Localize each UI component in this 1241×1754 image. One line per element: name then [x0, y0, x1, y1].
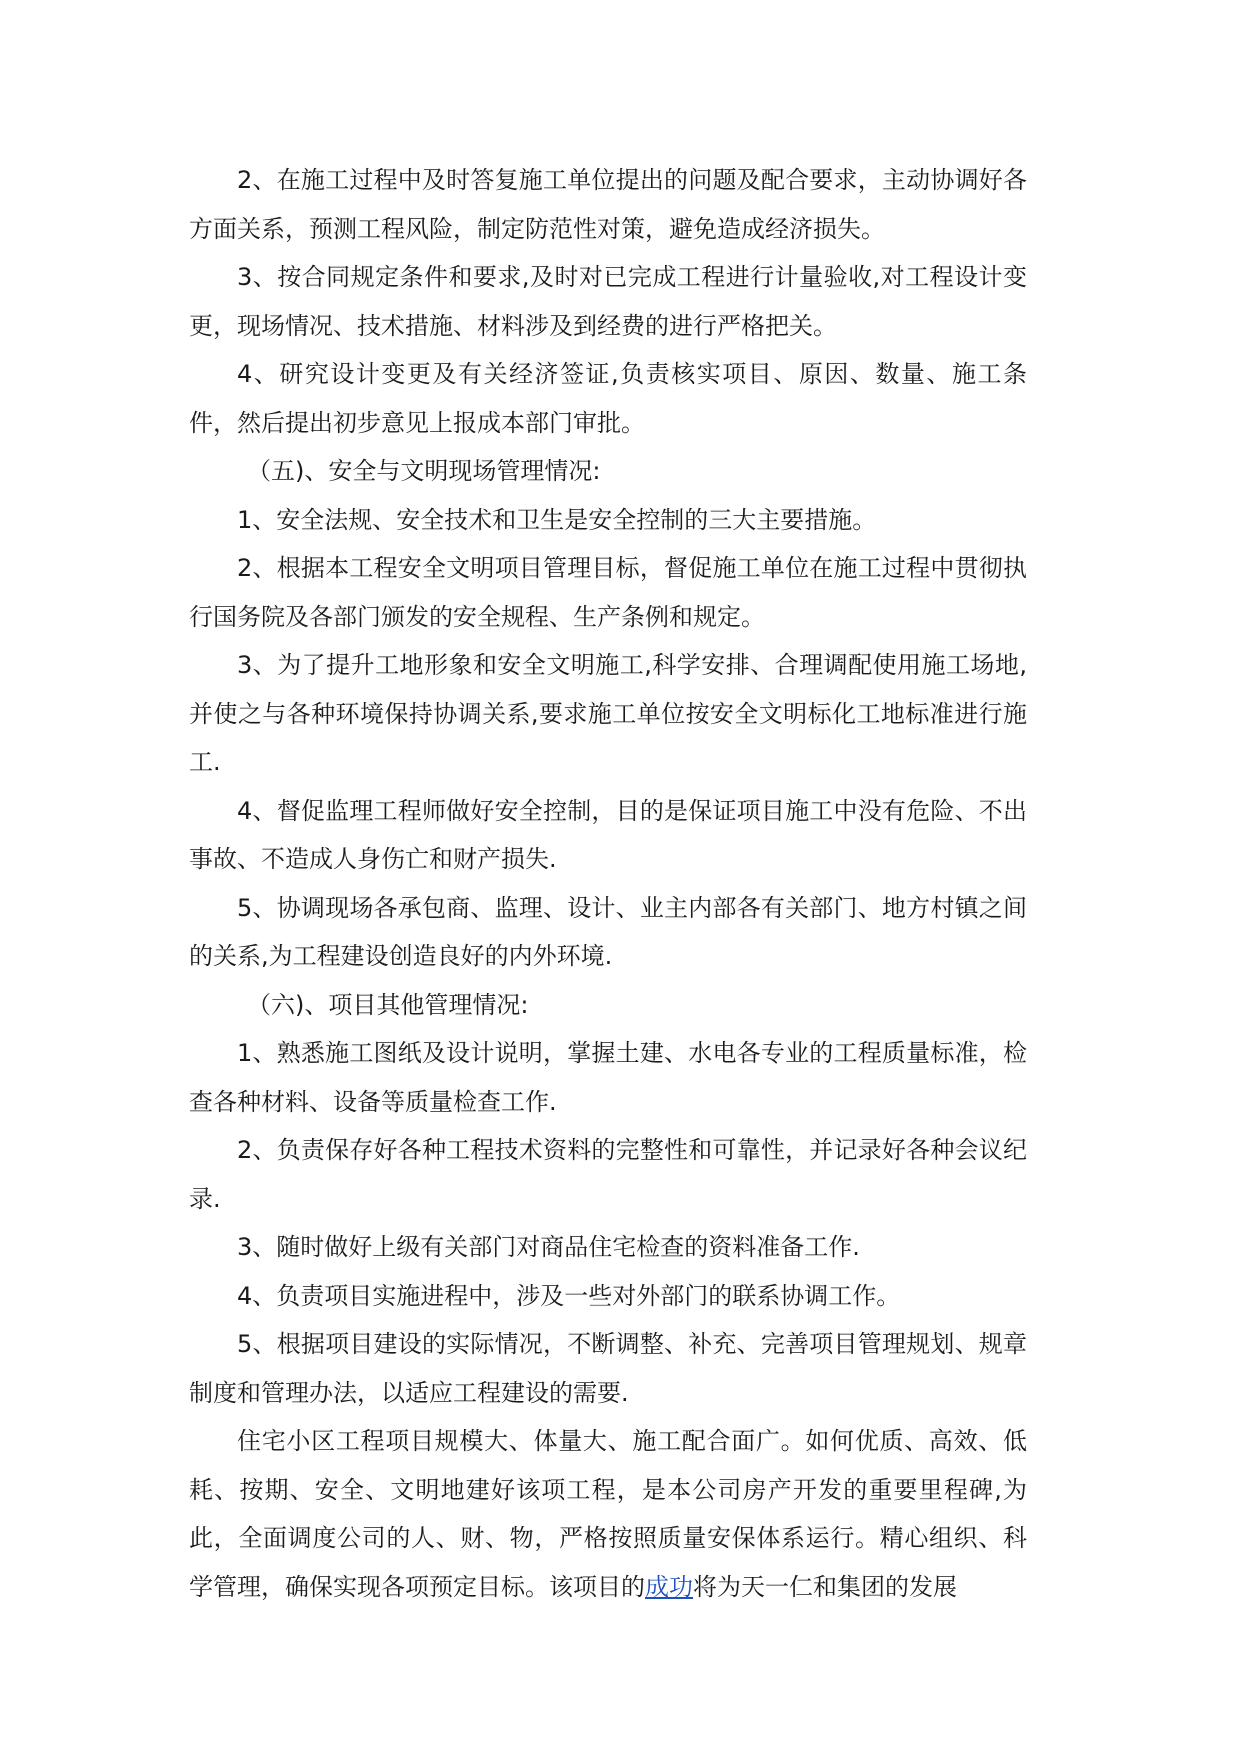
paragraph-other-2: 2、负责保存好各种工程技术资料的完整性和可靠性，并记录好各种会议纪录. — [189, 1136, 1027, 1213]
paragraph-other-3: 3、随时做好上级有关部门对商品住宅检查的资料准备工作. — [237, 1233, 860, 1261]
section-heading-other-management: （六)、项目其他管理情况: — [247, 990, 529, 1019]
conclusion-text-before-link: 住宅小区工程项目规模大、体量大、施工配合面广。如何优质、高效、低耗、按期、安全、文明地建好该项工程，是本公司房产开发的重要里程碑,为此，全面调度公司的人、财、物，严格按照质量安保体系运行。精心组织、科学管理，确保实现各项预定目标。该项目的 — [189, 1427, 1027, 1601]
paragraph-other-1: 1、熟悉施工图纸及设计说明，掌握土建、水电各专业的工程质量标准，检查各种材料、设备等质量检查工作. — [189, 1039, 1027, 1116]
paragraph-safety-2: 2、根据本工程安全文明项目管理目标，督促施工单位在施工过程中贯彻执行国务院及各部门颁发的安全规程、生产条例和规定。 — [189, 554, 1027, 631]
paragraph-safety-3: 3、为了提升工地形象和安全文明施工,科学安排、合理调配使用施工场地,并使之与各种环境保持协调关系,要求施工单位按安全文明标化工地标准进行施工. — [189, 651, 1027, 776]
section-heading-safety: （五)、安全与文明现场管理情况: — [247, 457, 601, 485]
paragraph-other-5: 5、根据项目建设的实际情况，不断调整、补充、完善项目管理规划、规章制度和管理办法，以适应工程建设的需要. — [189, 1330, 1027, 1407]
paragraph-conclusion — [189, 1417, 1027, 1611]
paragraph-item-2-answer-issues: 2、在施工过程中及时答复施工单位提出的问题及配合要求，主动协调好各方面关系，预测工程风险，制定防范性对策，避免造成经济损失。 — [189, 166, 1027, 243]
paragraph-safety-4: 4、督促监理工程师做好安全控制，目的是保证项目施工中没有危险、不出事故、不造成人身伤亡和财产损失. — [189, 796, 1027, 873]
paragraph-item-4-design-change: 4、研究设计变更及有关经济签证,负责核实项目、原因、数量、施工条件，然后提出初步意见上报成本部门审批。 — [189, 360, 1027, 437]
conclusion-text-after-link: 将为天一仁和集团的发展 — [693, 1572, 957, 1601]
paragraph-safety-1: 1、安全法规、安全技术和卫生是安全控制的三大主要措施。 — [237, 505, 877, 534]
success-link[interactable]: 成功 — [645, 1572, 693, 1601]
paragraph-item-3-measurement: 3、按合同规定条件和要求,及时对已完成工程进行计量验收,对工程设计变更，现场情况、技术措施、材料涉及到经费的进行严格把关。 — [189, 263, 1027, 340]
document-body — [189, 156, 1027, 1611]
paragraph-other-4: 4、负责项目实施进程中，涉及一些对外部门的联系协调工作。 — [237, 1281, 901, 1310]
paragraph-safety-5: 5、协调现场各承包商、监理、设计、业主内部各有关部门、地方村镇之间的关系,为工程建设创造良好的内外环境. — [189, 893, 1027, 970]
